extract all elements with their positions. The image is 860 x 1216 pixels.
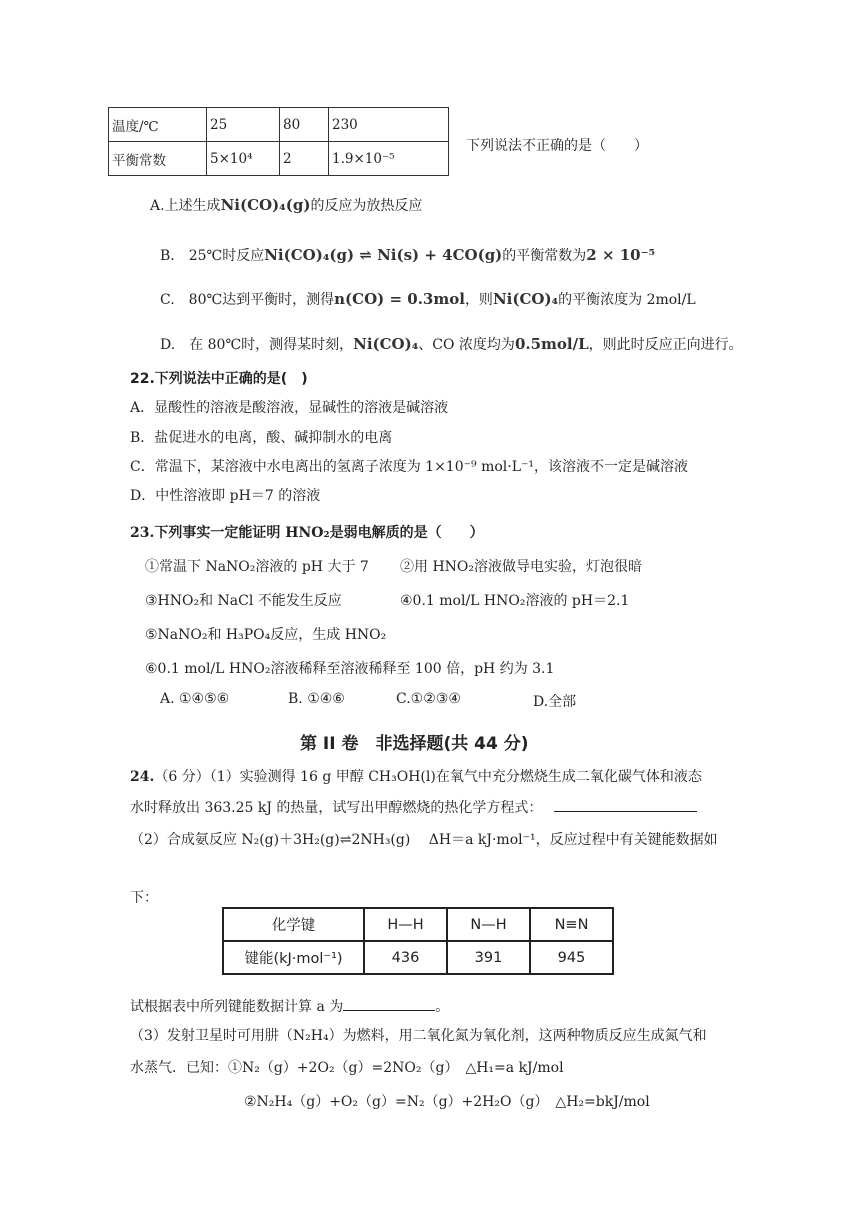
option-text: 的平衡浓度为 2mol/L bbox=[558, 292, 696, 308]
question-text: （6 分）（1）实验测得 16 g 甲醇 CH₃OH(l)在氧气中充分燃烧生成二氧化碳气体和液态 bbox=[154, 769, 702, 785]
q22-option-d: D．中性溶液即 pH＝7 的溶液 bbox=[130, 488, 321, 504]
formula: Ni(CO)₄ bbox=[492, 290, 559, 308]
question-number: 24. bbox=[130, 769, 155, 785]
option-text: 、CO 浓度均为 bbox=[418, 337, 515, 353]
section-title bbox=[300, 729, 529, 754]
bond-energy-table bbox=[222, 907, 614, 975]
answer-blank[interactable] bbox=[343, 998, 435, 1011]
q23-statement-4: ④0.1 mol/L HNO₂溶液的 pH＝2.1 bbox=[400, 593, 630, 609]
q23-option-a: A. ①④⑤⑥ bbox=[160, 691, 230, 707]
table-cell: 436 bbox=[364, 941, 447, 974]
option-text: A.上述生成 bbox=[150, 198, 221, 214]
table-header-cell: N—H bbox=[447, 908, 530, 941]
q21-option-c bbox=[160, 289, 696, 309]
table-header-cell: 化学键 bbox=[223, 908, 364, 941]
q22-option-a: A．显酸性的溶液是酸溶液，显碱性的溶液是碱溶液 bbox=[130, 400, 449, 416]
table-cell: 391 bbox=[447, 941, 530, 974]
q23-option-c: C.①②③④ bbox=[396, 691, 461, 707]
q22-option-c: C．常温下，某溶液中水电离出的氢离子浓度为 1×10⁻⁹ mol·L⁻¹，该溶液不一定是碱溶液 bbox=[130, 459, 688, 475]
q24-part3-line1: （3）发射卫星时可用肼（N₂H₄）为燃料，用二氧化氮为氧化剂，这两种物质反应生成氮气和 bbox=[130, 1028, 707, 1044]
table-cell: 平衡常数 bbox=[109, 142, 207, 176]
formula: Ni(CO)₄(g) ⇌ Ni(s) + 4CO(g) bbox=[264, 246, 503, 264]
formula: 0.5mol/L bbox=[514, 335, 589, 353]
table-row bbox=[223, 908, 613, 941]
q24-part3-line2: 水蒸气．已知：①N₂（g）+2O₂（g）=2NO₂（g） △H₁=a kJ/mol bbox=[130, 1060, 564, 1076]
question-text: 水时释放出 363.25 kJ 的热量，试写出甲醇燃烧的热化学方程式： bbox=[130, 800, 543, 816]
q21-option-a bbox=[150, 195, 422, 215]
option-text: 的平衡常数为 bbox=[502, 248, 587, 264]
table-cell: 945 bbox=[530, 941, 613, 974]
option-text: ，则 bbox=[464, 292, 493, 308]
q22-option-b: B．盐促进水的电离，酸、碱抑制水的电离 bbox=[130, 430, 393, 446]
table-row bbox=[109, 108, 449, 142]
q23-option-b: B. ①④⑥ bbox=[288, 691, 345, 707]
table-cell: 230 bbox=[329, 108, 449, 142]
table-cell: 25 bbox=[207, 108, 280, 142]
q23-statement-3: ③HNO₂和 NaCl 不能发生反应 bbox=[145, 593, 342, 609]
q24-part2-line3 bbox=[130, 996, 449, 1016]
option-text: 的反应为放热反应 bbox=[310, 198, 423, 214]
q24-part3-line3: ②N₂H₄（g）+O₂（g）=N₂（g）+2H₂O（g） △H₂=bkJ/mol bbox=[244, 1094, 650, 1110]
q24-part2-line2: 下： bbox=[130, 890, 158, 906]
q23-statement-5: ⑤NaNO₂和 H₃PO₄反应，生成 HNO₂ bbox=[145, 627, 387, 643]
table-row bbox=[109, 142, 449, 176]
table-cell: 键能(kJ·mol⁻¹) bbox=[223, 941, 364, 974]
q24-part1-line1 bbox=[130, 766, 702, 786]
formula: Ni(CO)₄(g) bbox=[220, 196, 311, 214]
table-header-cell: N≡N bbox=[530, 908, 613, 941]
question-text: 。 bbox=[435, 999, 450, 1015]
formula: 2 × 10⁻⁵ bbox=[586, 246, 656, 264]
q21-stem: 下列说法不正确的是（ ） bbox=[466, 138, 648, 154]
table-cell: 温度/℃ bbox=[109, 108, 207, 142]
question-text: 试根据表中所列键能数据计算 a 为 bbox=[130, 999, 344, 1015]
equilibrium-constant-table bbox=[108, 107, 449, 176]
table-cell: 1.9×10⁻⁵ bbox=[329, 142, 449, 176]
table-cell: 80 bbox=[280, 108, 329, 142]
option-text: D. 在 80℃时，测得某时刻， bbox=[160, 337, 354, 353]
option-text: C. 80℃达到平衡时，测得 bbox=[160, 292, 335, 308]
option-text: B. 25℃时反应 bbox=[160, 248, 265, 264]
q24-part1-line2 bbox=[130, 797, 697, 817]
q23-statement-1: ①常温下 NaNO₂溶液的 pH 大于 7 bbox=[145, 559, 369, 575]
q21-option-b bbox=[160, 245, 655, 265]
q23-statement-2: ②用 HNO₂溶液做导电实验，灯泡很暗 bbox=[400, 559, 642, 575]
q23-option-d: D.全部 bbox=[533, 694, 577, 710]
table-row bbox=[223, 941, 613, 974]
answer-blank[interactable] bbox=[554, 799, 697, 812]
table-header-cell: H—H bbox=[364, 908, 447, 941]
section-heading: 第 II 卷 非选择题(共 44 分) bbox=[300, 734, 529, 754]
formula: Ni(CO)₄ bbox=[353, 335, 419, 353]
q23-stem: 23.下列事实一定能证明 HNO₂是弱电解质的是（ ） bbox=[130, 525, 484, 541]
q22-stem: 22.下列说法中正确的是( ) bbox=[130, 371, 308, 387]
q24-part2-line1: （2）合成氨反应 N₂(g)＋3H₂(g)⇌2NH₃(g) ΔH＝a kJ·mol⁻¹，反应过程中有关键能数据如 bbox=[130, 832, 718, 848]
q21-option-d bbox=[160, 334, 743, 354]
q23-statement-6: ⑥0.1 mol/L HNO₂溶液稀释至溶液稀释至 100 倍，pH 约为 3.1 bbox=[145, 661, 555, 677]
formula: n(CO) = 0.3mol bbox=[334, 290, 465, 308]
table-cell: 2 bbox=[280, 142, 329, 176]
table-cell: 5×10⁴ bbox=[207, 142, 280, 176]
option-text: ，则此时反应正向进行。 bbox=[588, 337, 743, 353]
